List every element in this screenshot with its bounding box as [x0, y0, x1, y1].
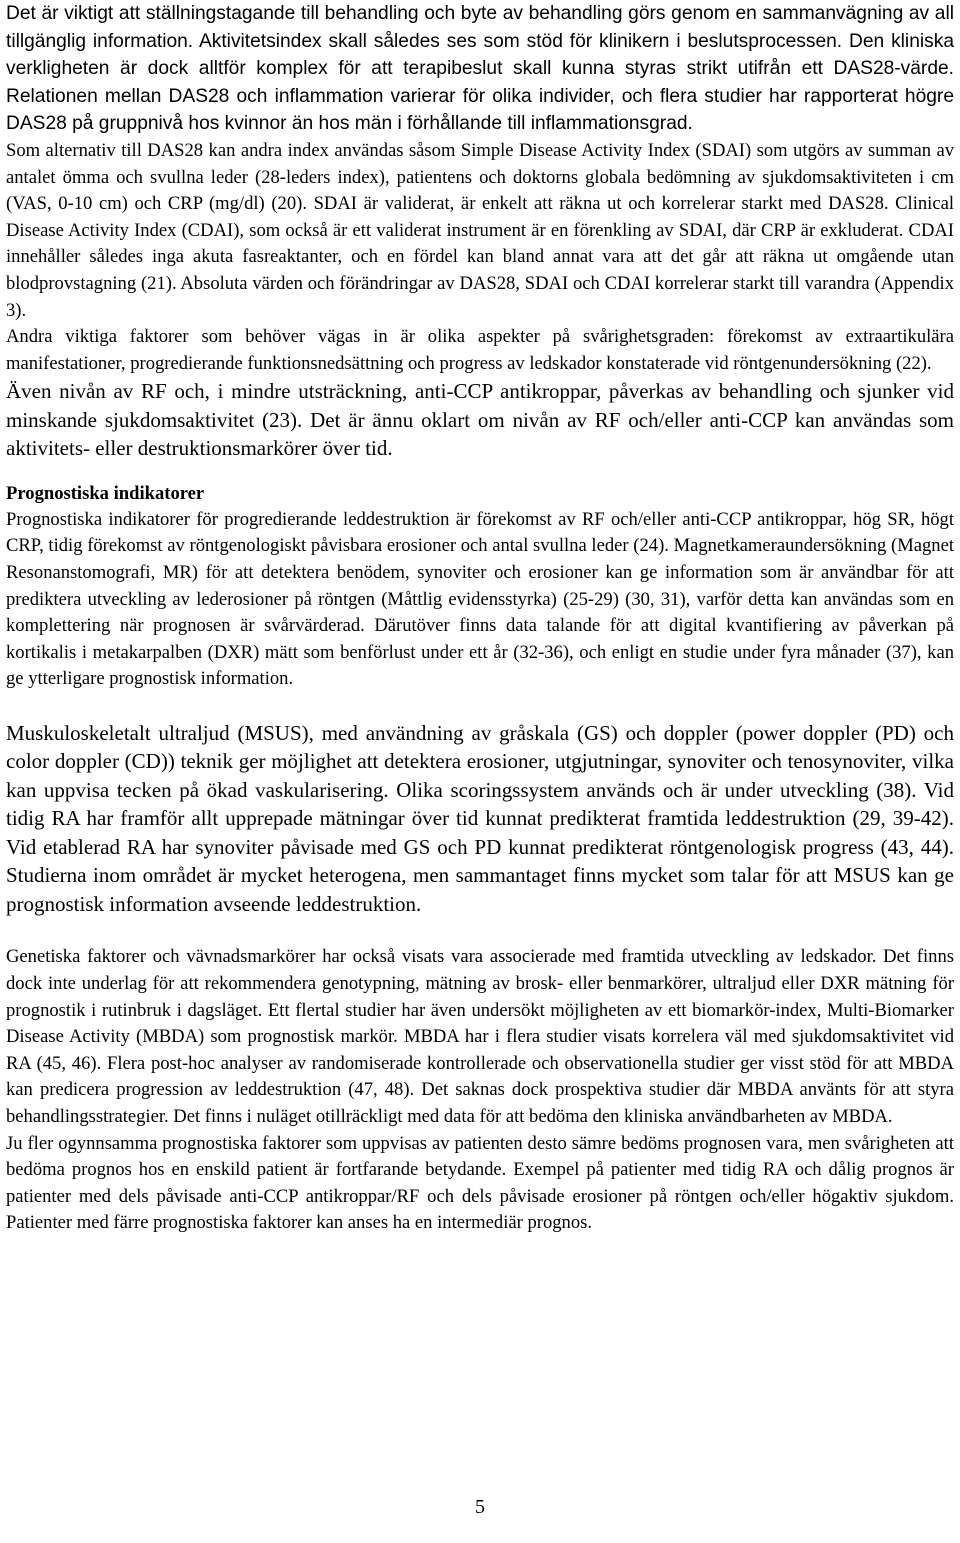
paragraph-rf-anti-ccp: Även nivån av RF och, i mindre utsträckning, anti-CCP antikroppar, påverkas av behandling och sjunker vid minskande sjukdomsaktivitet (23). Det är ännu oklart om nivån av RF och/eller anti-CCP kan användas som aktivitets- eller destruktionsmarkörer över tid.	[6, 379, 954, 461]
paragraph-das28-context: Det är viktigt att ställningstagande till behandling och byte av behandling görs genom en sammanvägning av all tillgänglig information. Aktivitetsindex skall således ses som stöd för klinikern i beslutsprocessen. Den kliniska verkligheten är dock alltför komplex för att terapibeslut skall kunna styras strikt utifrån ett DAS28-värde. Relationen mellan DAS28 och inflammation varierar för olika individer, och flera studier har rapporterat högre DAS28 på gruppnivå hos kvinnor än hos män i förhållande till inflammationsgrad.	[6, 3, 954, 135]
paragraph-unfavorable-factors: Ju fler ogynnsamma prognostiska faktorer som uppvisas av patienten desto sämre bedöms prognosen vara, men svårigheten att bedöma prognos hos en enskild patient är fortfarande betydande. Exempel på patienter med tidig RA och dålig prognos är patienter med dels påvisade anti-CCP antikroppar/RF och dels påvisade erosioner på röntgen och/eller högaktiv sjukdom. Patienter med färre prognostiska faktorer kan anses ha en intermediär prognos.	[6, 1132, 954, 1234]
page-number: 5	[475, 1496, 485, 1518]
paragraph-other-factors: Andra viktiga faktorer som behöver vägas in är olika aspekter på svårighetsgraden: förekomst av extraartikulära manifestationer, progredierande funktionsnedsättning och progress av ledskador konstaterade vid röntgenundersökning (22).	[6, 326, 954, 374]
paragraph-prognostic-indicators: Prognostiska indikatorer för progredierande leddestruktion är förekomst av RF och/eller anti-CCP antikroppar, hög SR, högt CRP, tidig förekomst av röntgenologiskt påvisbara erosioner och antal svullna leder (24). Magnetkameraundersökning (Magnet Resonanstomografi, MR) för att detektera benödem, synoviter och erosioner kan ge information som är användbar för att prediktera utveckling av lederosioner på röntgen (Måttlig evidensstyrka) (25-29) (30, 31), varför detta kan användas som en komplettering när prognosen är svårvärderad. Därutöver finns data talande för att digital kvantifiering av påverkan på kortikalis i metakarpalben (DXR) mätt som benförlust under ett år (32-36), och enligt en studie under fyra månader (37), kan ge ytterligare prognostisk information.	[6, 508, 954, 690]
document-page	[6, 0, 954, 1237]
paragraph-msus: Muskuloskeletalt ultraljud (MSUS), med användning av gråskala (GS) och doppler (power doppler (PD) och color doppler (CD)) teknik ger möjlighet att detektera erosioner, utgjutningar, synoviter och tenosynoviter, vilka kan uppvisa tecken på ökad vaskularisering. Olika scoringssystem används och är under utveckling (38). Vid tidig RA har framför allt upprepade mätningar över tid kunnat predikterat framtida leddestruktion (29, 39-42). Vid etablerad RA har synoviter påvisade med GS och PD kunnat predikterat röntgenologisk progress (43, 44). Studierna inom området är mycket heterogena, men sammantaget finns mycket som talar för att MSUS kan ge prognostisk information avseende leddestruktion.	[6, 720, 954, 916]
section-heading-prognostic-indicators: Prognostiska indikatorer	[6, 482, 205, 504]
paragraph-genetic-factors: Genetiska faktorer och vävnadsmarkörer har också visats vara associerade med framtida utveckling av ledskador. Det finns dock inte underlag för att rekommendera genotypning, mätning av brosk- eller benmarkörer, ultraljud eller DXR mätning för prognostik i rutinbruk i dagsläget. Ett flertal studier har även undersökt möjligheten av ett biomarkör-index, Multi-Biomarker Disease Activity (MBDA) som prognostisk markör. MBDA har i flera studier visats korrelera väl med sjukdomsaktivitet vid RA (45, 46). Flera post-hoc analyser av randomiserade kontrollerade och observationella studier ger visst stöd för att MBDA kan predicera progression av leddestruktion (47, 48). Det saknas dock prospektiva studier där MBDA använts för att styra behandlingsstrategier. Det finns i nuläget otillräckligt med data för att bedöma den kliniska användbarheten av MBDA.	[6, 946, 954, 1128]
paragraph-sdai-cdai: Som alternativ till DAS28 kan andra index användas såsom Simple Disease Activity Index (SDAI) som utgörs av summan av antalet ömma och svullna leder (28-leders index), patientens och doktorns globala bedömning av sjukdomsaktiviteten i cm (VAS, 0-10 cm) och CRP (mg/dl) (20). SDAI är validerat, är enkelt att räkna ut och korrelerar starkt med DAS28. Clinical Disease Activity Index (CDAI), som också är ett validerat instrument är en förenkling av SDAI, där CRP är exkluderat. CDAI innehåller således inga akuta fasreaktanter, och en fördel kan bland annat vara att det går att räkna ut omgående utan blodprovstagning (21). Absoluta värden och förändringar av DAS28, SDAI och CDAI korrelerar starkt till varandra (Appendix 3).	[6, 139, 954, 321]
